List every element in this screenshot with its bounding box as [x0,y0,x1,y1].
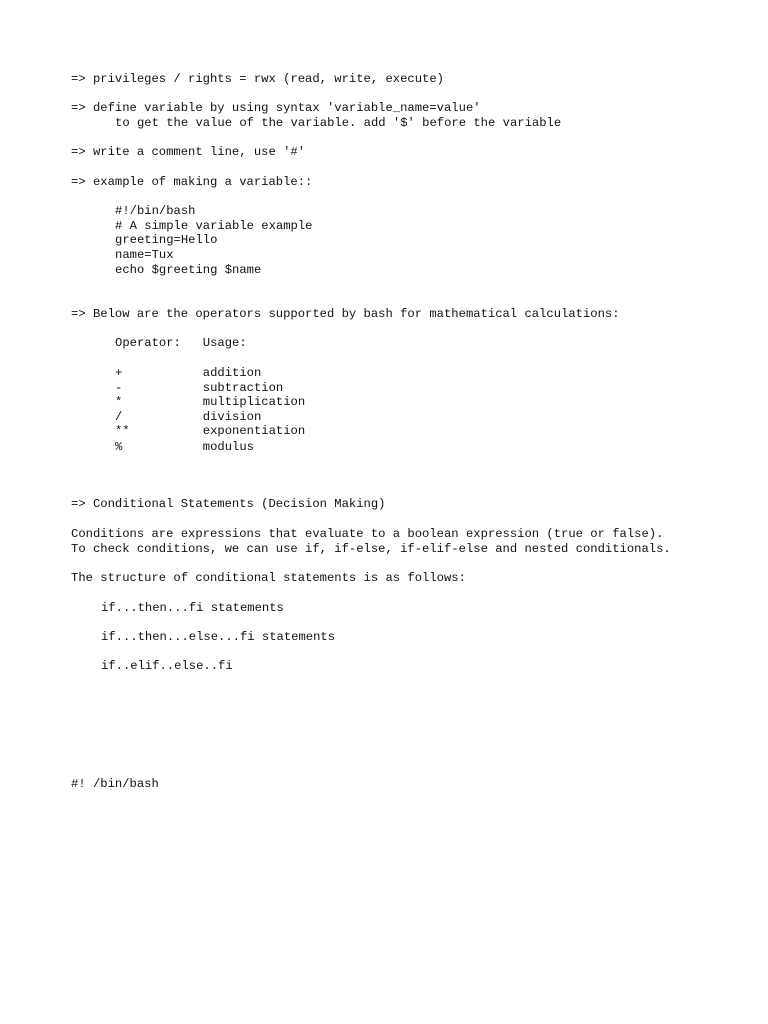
conditional-structure-intro: The structure of conditional statements is as follows: [71,571,466,585]
code-name-assignment: name=Tux [115,248,174,262]
operator-row-exponentiation: ** exponentiation [115,424,306,438]
note-variable-example: => example of making a variable:: [71,175,313,189]
operator-row-subtraction: - subtraction [115,381,284,395]
operator-row-multiplication: * multiplication [115,395,306,409]
structure-if-then-else-fi: if...then...else...fi statements [101,630,336,644]
code-shebang: #!/bin/bash [115,204,196,218]
section-heading-conditionals: => Conditional Statements (Decision Making) [71,497,386,511]
operator-row-addition: + addition [115,366,262,380]
note-bash-operators: => Below are the operators supported by bash for mathematical calculations: [71,307,620,321]
conditions-description-1: Conditions are expressions that evaluate to a boolean expression (true or false). [71,527,664,541]
structure-if-elif-else-fi: if..elif..else..fi [101,659,233,673]
structure-if-then-fi: if...then...fi statements [101,601,284,615]
code-comment: # A simple variable example [115,219,313,233]
operator-row-division: / division [115,410,262,424]
note-comment-line: => write a comment line, use '#' [71,145,306,159]
operator-table-header: Operator: Usage: [115,336,247,350]
note-get-variable-value: to get the value of the variable. add '$' before the variable [115,116,562,130]
note-define-variable: => define variable by using syntax 'variable_name=value' [71,101,481,115]
note-privileges: => privileges / rights = rwx (read, write, execute) [71,72,444,86]
code-echo: echo $greeting $name [115,263,262,277]
code-shebang-footer: #! /bin/bash [71,777,159,791]
operator-row-modulus: % modulus [115,440,254,454]
conditions-description-2: To check conditions, we can use if, if-else, if-elif-else and nested conditionals. [71,542,671,556]
code-greeting-assignment: greeting=Hello [115,233,218,247]
